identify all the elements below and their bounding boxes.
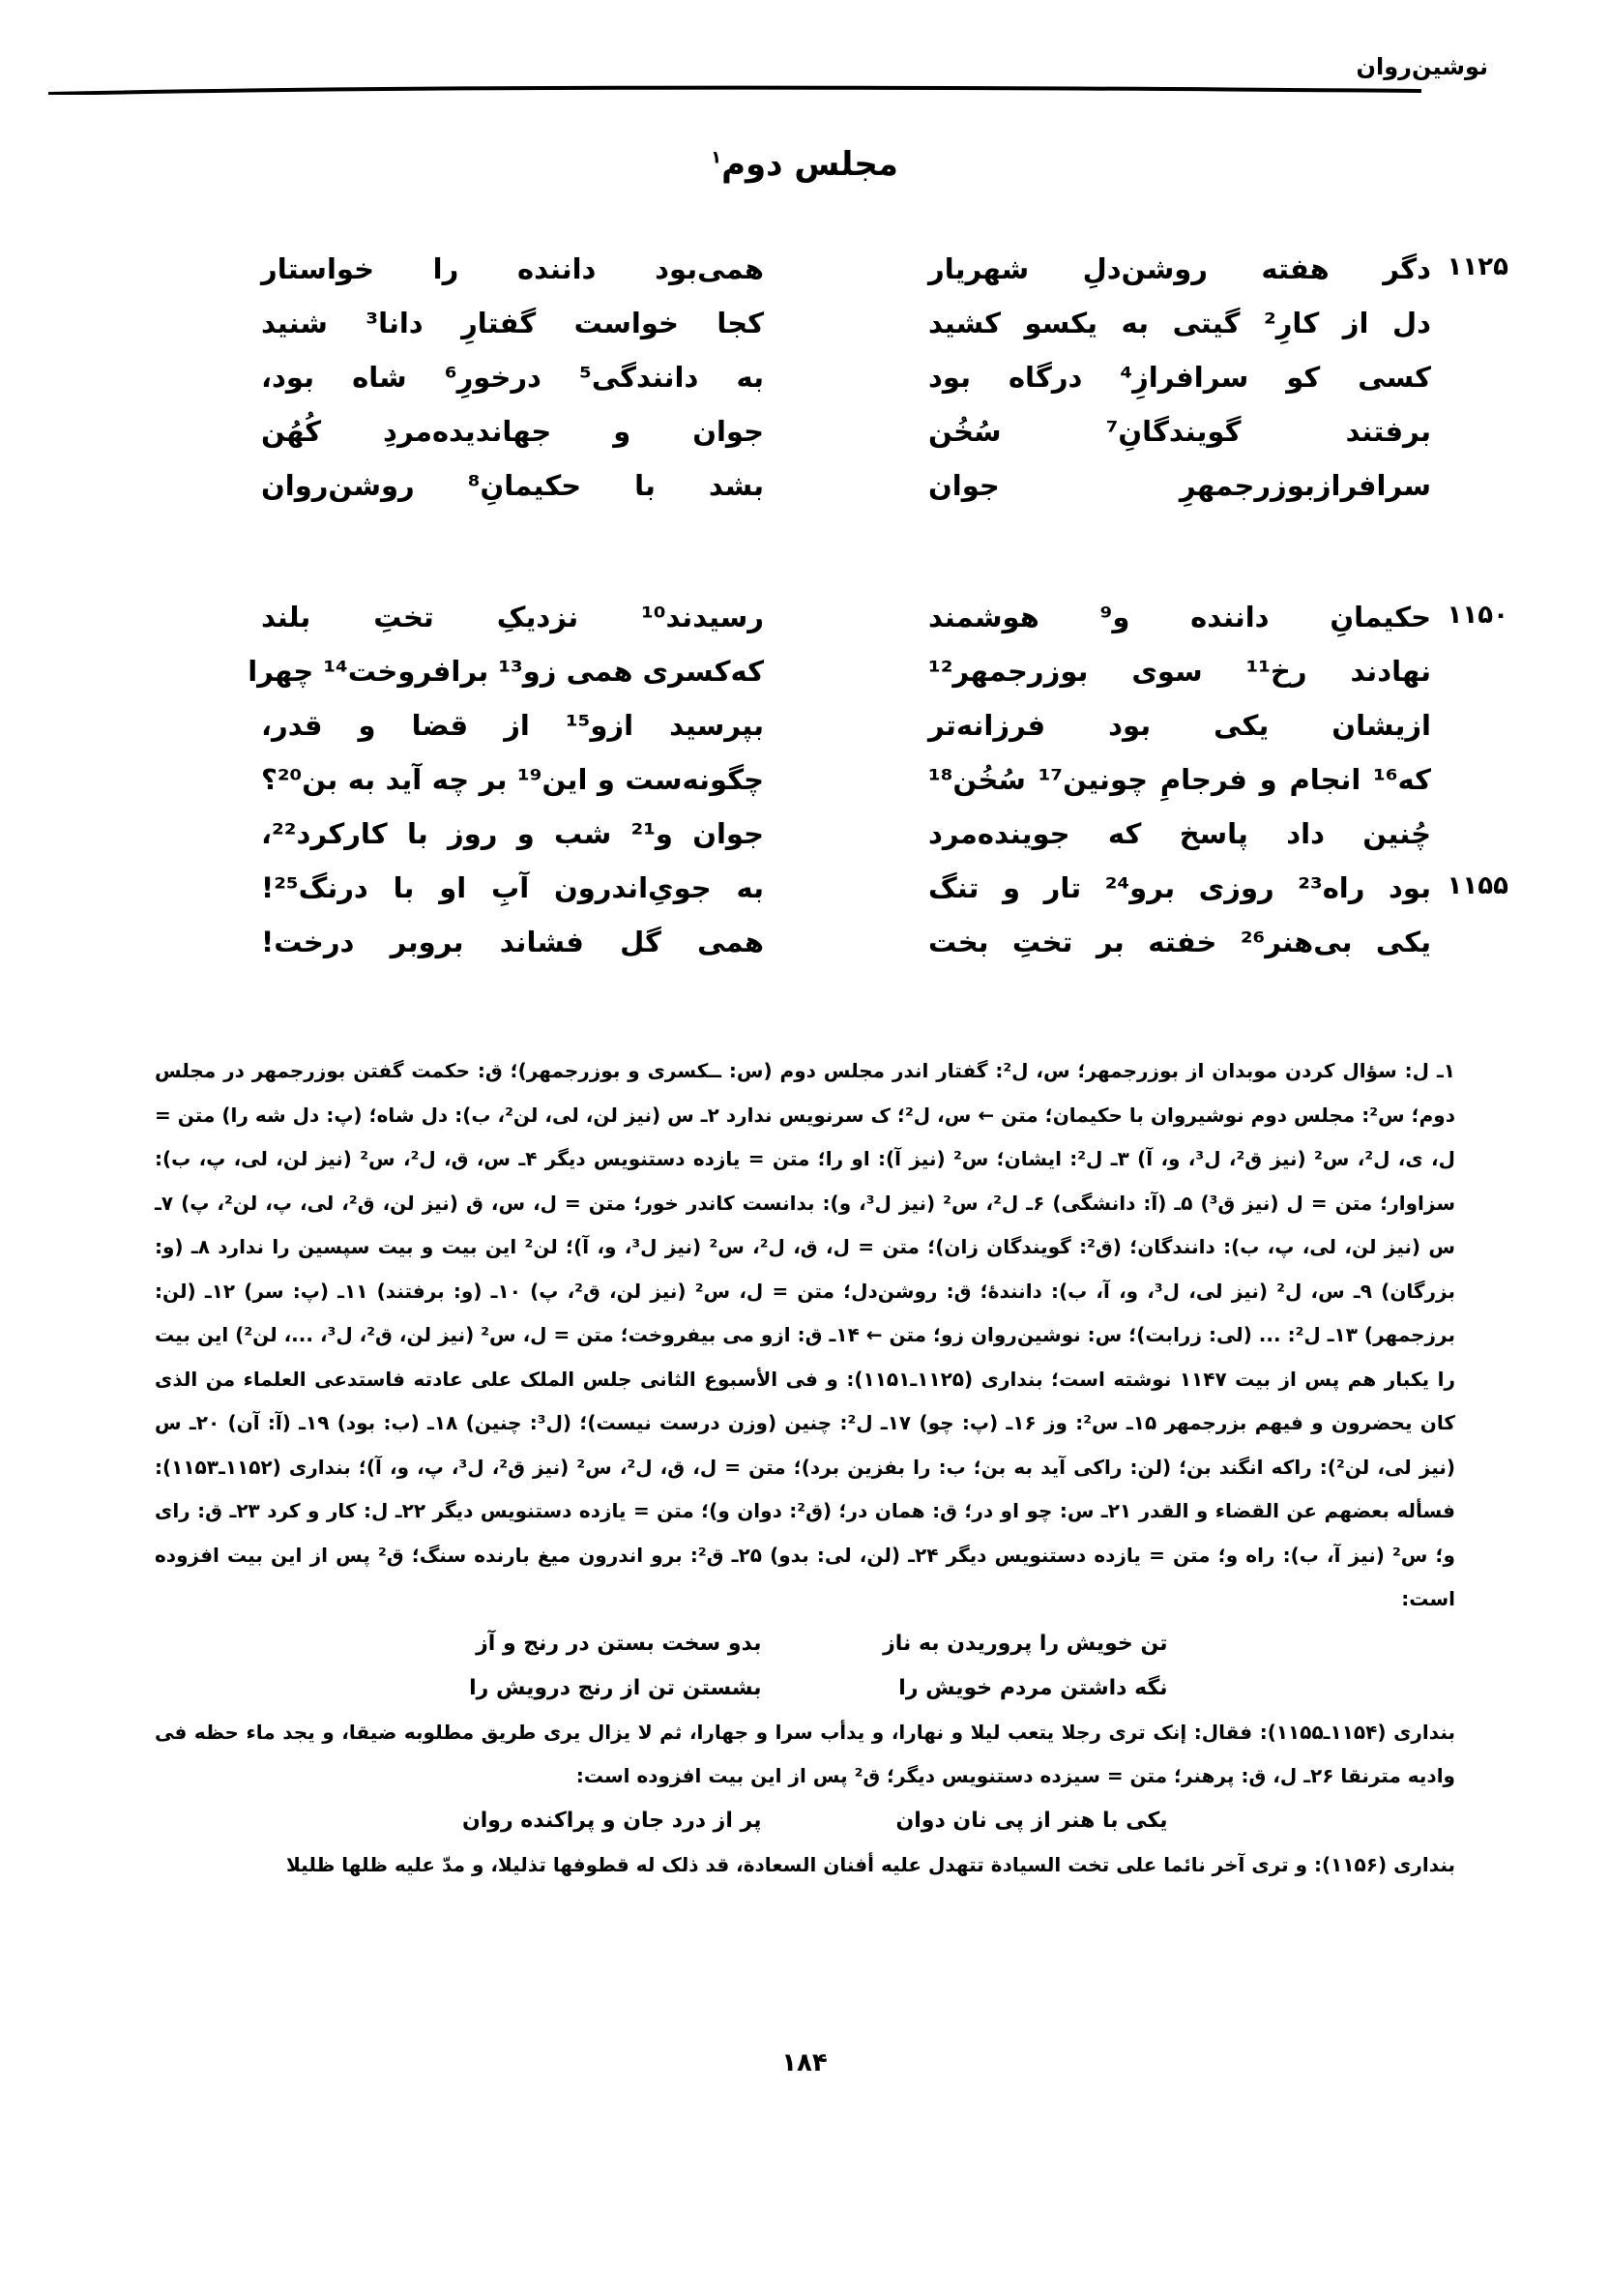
verse-number: ۱۱۵۵ — [1447, 871, 1508, 900]
hemistich-right: برفتند گویندگانِ⁷ سُخُن — [928, 415, 1431, 448]
hemistich-right: چُنین داد پاسخ که جوینده‌مرد — [928, 817, 1431, 850]
hemistich-right: نگه داشتن مردم خویش را — [898, 1675, 1168, 1700]
hemistich-left: به جویِ‌اندرون آبِ او با درنگ²⁵! — [261, 871, 764, 904]
hemistich-left: بدو سخت بستن در رنج و آز — [476, 1631, 762, 1656]
couplet — [261, 242, 1508, 296]
hemistich-left: چگونه‌ست و این¹⁹ بر چه آید به بن²⁰؟ — [261, 763, 764, 796]
hemistich-right: ازیشان یکی بود فرزانه‌تر — [928, 709, 1431, 742]
hemistich-right: نهادند رخ¹¹ سوی بوزرجمهر¹² — [928, 655, 1431, 688]
title-footnote-mark: ۱ — [711, 147, 722, 168]
footnote-paragraph: ۱ـ ل: سؤال کردن موبدان از بوزرجمهر؛ س، ل²: گفتار اندر مجلس دوم (س: ــکسری و بوزرجمهر)؛ ق: حکمت گفتن بوزرجمهر در مجلس دوم؛ س²: مجلس دوم نوشیروان با حکیمان؛ متن ← س، ل²؛ ک سرنویس ندارد ۲ـ س (نیز لن، لی، لن²، ب): دل شاه؛ (پ: دل شه را) متن = ل، ی، ل²، س² (نیز ق²، ل³، و، آ) ۳ـ ل²: ایشان؛ س² (نیز آ): او را؛ متن = یازده دستنویس دیگر ۴ـ س، ق، ل²، س² (نیز لن، لی، پ، ب): سزاوار؛ متن = ل (نیز ق³) ۵ـ (آ: دانشگی) ۶ـ ل²، س² (نیز ل³، و): بدانست کاندر خور؛ متن = ل، س، ق (نیز لن، ق²، لی، پ، لن²، پ) ۷ـ س (نیز لن، لی، پ، ب): دانندگان؛ (ق²: گویندگان زان)؛ متن = ل، ق، ل²، س² (نیز ل³، و، آ)؛ لن² این بیت و بیت سپسین را ندارد ۸ـ (و: بزرگان) ۹ـ س، ل² (نیز لی، ل³، و، آ، ب): دانندۀ؛ ق: روشن‌دل؛ متن = ل، س² (نیز لن، ق²، پ) ۱۰ـ (و: برفتند) ۱۱ـ (پ: سر) ۱۲ـ (لن: برزجمهر) ۱۳ـ ل²: ... (لی: زرابت)؛ س: نوشین‌روان زو؛ متن ← ۱۴ـ ق: ازو می بیفروخت؛ متن = ل، س² (نیز لن، ق²، ل³، ...، لن²) این بیت را یکبار هم پس از بیت ۱۱۴۷ نوشته است؛ بنداری (۱۱۲۵ـ۱۱۵۱): و فی الأسبوع الثانی جلس الملک علی عادته فاستدعی العلماء من الذی کان یحضرون و فیهم بزرجمهر ۱۵ـ س²: وز ۱۶ـ (پ: چو) ۱۷ـ ل²: چنین (وزن درست نیست)؛ (ل³: چنین) ۱۸ـ (ب: بود) ۱۹ـ (آ: آن) ۲۰ـ س (نیز لی، لن²): راکه انگند بن؛ (لن: راکی آید به بن؛ ب: را بفزین برد)؛ متن = ل، ق، ل²، س² (نیز ق²، ل³، پ، و، آ)؛ بنداری (۱۱۵۲ـ۱۱۵۳): فسأله بعضهم عن القضاء و القدر ۲۱ـ س: چو او در؛ ق: همان در؛ (ق²: دوان و)؛ متن = یازده دستنویس دیگر ۲۲ـ ل: کار و کرد ۲۳ـ ق: رای و؛ س² (نیز آ، ب): راه و؛ متن = یازده دستنویس دیگر ۲۴ـ (لن، لی: بدو) ۲۵ـ ق²: برو اندرون میغ بارنده سنگ؛ ق² پس از این بیت افزوده است: — [155, 1059, 1456, 1610]
hemistich-right: سرافرازبوزرجمهرِ جوان — [928, 469, 1431, 502]
hemistich-right: یکی بی‌هنر²⁶ خفته بر تختِ بخت — [928, 926, 1431, 958]
section-title — [0, 145, 1609, 184]
couplet — [261, 915, 1431, 969]
hemistich-left: همی گل فشاند بروبر درخت! — [261, 926, 764, 958]
hemistich-text: دگر هفته روشن‌دلِ شهریار — [928, 252, 1431, 285]
header-rule — [48, 85, 1421, 93]
hemistich-right: یکی با هنر از پی نان دوان — [895, 1808, 1168, 1833]
hemistich-left: به دانندگی⁵ درخورِ⁶ شاه بود، — [261, 361, 764, 394]
couplet — [261, 861, 1508, 915]
couplet — [261, 698, 1431, 752]
running-head: نوشین‌روان — [1356, 53, 1488, 80]
page-number: ۱۸۴ — [781, 2048, 828, 2077]
footnote-paragraph: بنداری (۱۱۵۶): و تری آخر نائما علی تخت السیادة تتهدل علیه أفنان السعادة، قد ذلک له قطوفها تذلیلا، و مدّ علیه ظلها ظلیلا — [285, 1852, 1455, 1876]
hemistich-right: که¹⁶ انجام و فرجامِ چونین¹⁷ سُخُن¹⁸ — [928, 763, 1431, 796]
hemistich-left: رسیدند¹⁰ نزدیکِ تختِ بلند — [261, 601, 764, 633]
hemistich-right: دل از کارِ² گیتی به یکسو کشید — [928, 307, 1431, 339]
hemistich-left: جوان و جهاندیده‌مردِ کُهُن — [261, 415, 764, 448]
hemistich-left: کجا خواست گفتارِ دانا³ شنید — [261, 307, 764, 339]
hemistich-left: که‌کسری همی زو¹³ برافروخت¹⁴ چهرا — [248, 655, 764, 688]
couplet — [248, 644, 1431, 698]
inserted-couplet — [155, 1799, 1455, 1843]
inserted-couplet — [155, 1666, 1455, 1711]
verse-block-1 — [261, 242, 1508, 513]
couplet — [261, 296, 1431, 350]
hemistich-left: بپرسید ازو¹⁵ از قضا و قدر، — [261, 709, 764, 742]
hemistich-left: بشستن تن از رنج درویش را — [469, 1675, 762, 1700]
footnote-paragraph: بنداری (۱۱۵۴ـ۱۱۵۵): فقال: إنک تری رجلا یتعب لیلا و نهارا، و یدأب سرا و جهارا، ثم لا یزال یری طریق مطلوبه ضیقا، و یجد ماء حظه فی وادیه مترنقا ۲۶ـ ل، ق: پرهنر؛ متن = سیزده دستنویس دیگر؛ ق² پس از این بیت افزوده است: — [155, 1720, 1455, 1787]
verse-block-2 — [248, 590, 1508, 969]
inserted-couplet — [155, 1622, 1455, 1666]
hemistich-right — [928, 601, 1508, 633]
hemistich-text: بود راه²³ روزی برو²⁴ تار و تنگ — [928, 871, 1431, 904]
couplet — [261, 404, 1431, 458]
hemistich-left: جوان و²¹ شب و روز با کارکرد²²، — [261, 817, 765, 850]
verse-number: ۱۱۵۰ — [1447, 601, 1508, 630]
couplet — [261, 807, 1431, 861]
hemistich-left: بشد با حکیمانِ⁸ روشن‌روان — [261, 469, 764, 502]
couplet — [261, 458, 1431, 513]
section-title-text: مجلس دوم — [721, 145, 898, 184]
footnotes — [155, 1049, 1455, 1887]
couplet — [261, 752, 1431, 807]
couplet — [261, 350, 1431, 404]
hemistich-left: پر از درد جان و پراکنده روان — [461, 1808, 762, 1833]
hemistich-right: کسی کو سرافرازِ⁴ درگاه بود — [928, 361, 1431, 394]
hemistich-right: تن خویش را پروریدن به ناز — [883, 1631, 1168, 1656]
couplet — [261, 590, 1508, 644]
hemistich-right — [928, 871, 1508, 904]
verse-number: ۱۱۲۵ — [1447, 252, 1508, 281]
hemistich-right — [928, 252, 1508, 285]
hemistich-left: همی‌بود داننده را خواستار — [261, 252, 764, 285]
hemistich-text: حکیمانِ داننده و⁹ هوشمند — [928, 601, 1432, 633]
